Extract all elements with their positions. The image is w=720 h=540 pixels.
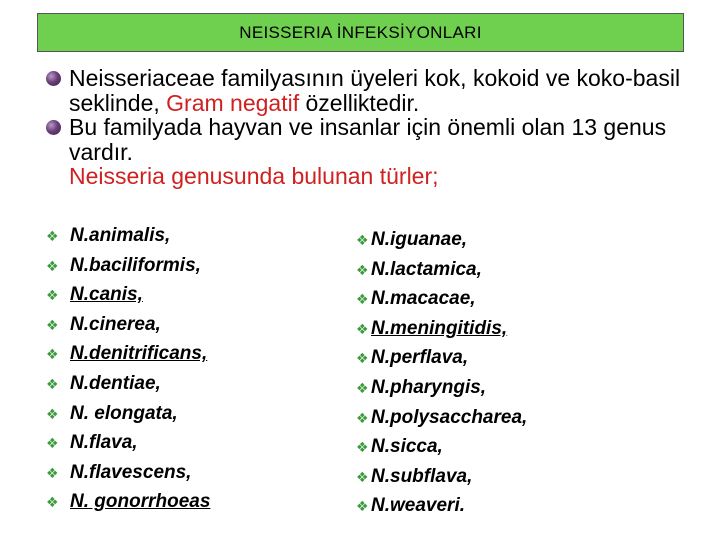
diamond-bullet-icon: ❖ [46, 287, 59, 304]
species-name: N.sicca, [371, 436, 443, 458]
list-item [46, 314, 210, 344]
diamond-bullet-icon: ❖ [46, 494, 59, 511]
species-name: N.flavescens, [70, 461, 192, 483]
species-list-left [46, 225, 210, 521]
intro-text [46, 66, 706, 189]
sphere-bullet-icon [46, 71, 61, 86]
list-item [356, 259, 527, 289]
list-item [46, 284, 210, 314]
diamond-bullet-icon: ❖ [46, 464, 59, 481]
diamond-bullet-icon: ❖ [356, 291, 369, 308]
diamond-bullet-icon: ❖ [46, 228, 59, 244]
species-name: N.iguanae, [371, 229, 468, 250]
list-item [356, 229, 527, 259]
species-name: N.meningitidis, [371, 317, 508, 339]
diamond-bullet-icon: ❖ [356, 320, 369, 337]
list-item [46, 343, 210, 373]
species-name: N.polysaccharea, [371, 406, 528, 428]
species-name: N.animalis, [70, 225, 171, 246]
diamond-bullet-icon: ❖ [46, 435, 59, 452]
para1-text-b: özelliktedir. [299, 89, 420, 116]
sphere-bullet-icon [46, 120, 61, 135]
species-name: N.canis, [70, 284, 143, 306]
diamond-bullet-icon: ❖ [46, 316, 59, 333]
species-name: N.pharyngis, [371, 376, 487, 398]
species-list-right [356, 229, 527, 525]
slide-title-text: NEISSERIA İNFEKSİYONLARI [239, 22, 482, 42]
para3-text-red: Neisseria genusunda bulunan türler; [69, 163, 439, 189]
diamond-bullet-icon: ❖ [356, 261, 369, 278]
species-name: N.dentiae, [70, 372, 161, 394]
species-name: N. elongata, [70, 402, 178, 424]
paragraph-3 [46, 164, 706, 189]
diamond-bullet-icon: ❖ [356, 468, 369, 485]
diamond-bullet-icon: ❖ [356, 498, 369, 515]
diamond-bullet-icon: ❖ [46, 257, 59, 274]
diamond-bullet-icon: ❖ [356, 350, 369, 367]
diamond-bullet-icon: ❖ [46, 346, 59, 363]
list-item [356, 318, 527, 348]
diamond-bullet-icon: ❖ [356, 439, 369, 456]
para1-text-red: Gram negatif [166, 89, 300, 116]
diamond-bullet-icon: ❖ [356, 379, 369, 396]
list-item [356, 288, 527, 318]
list-item [356, 436, 527, 466]
species-name: N.denitrificans, [70, 343, 208, 365]
list-item [46, 432, 210, 462]
diamond-bullet-icon: ❖ [356, 232, 369, 248]
list-item [356, 407, 527, 437]
list-item [356, 466, 527, 496]
list-item [46, 462, 210, 492]
species-name: N.perflava, [371, 347, 469, 369]
slide-title [37, 13, 684, 52]
list-item [356, 347, 527, 377]
species-name: N.flava, [70, 432, 138, 454]
list-item [46, 491, 210, 521]
species-name: N.subflava, [371, 465, 473, 487]
list-item [46, 225, 210, 255]
species-name: N.baciliformis, [70, 254, 201, 276]
list-item [46, 403, 210, 433]
para1-text-a: Neisseriaceae familyasının üyeleri kok, kokoid ve koko-basil seklinde, [69, 65, 681, 116]
bullet-paragraph-1 [46, 66, 706, 115]
bullet-paragraph-2 [46, 115, 706, 164]
species-name: N.weaveri. [371, 495, 465, 517]
diamond-bullet-icon: ❖ [46, 375, 59, 392]
diamond-bullet-icon: ❖ [356, 409, 369, 426]
species-name: N.macacae, [371, 288, 476, 310]
list-item [46, 255, 210, 285]
species-name: N.lactamica, [371, 258, 482, 280]
list-item [356, 377, 527, 407]
species-name: N. gonorrhoeas [70, 491, 211, 513]
para2-text: Bu familyada hayvan ve insanlar için önemli olan 13 genus vardır. [69, 114, 667, 165]
diamond-bullet-icon: ❖ [46, 405, 59, 422]
list-item [46, 373, 210, 403]
species-name: N.cinerea, [70, 313, 161, 335]
list-item [356, 495, 527, 525]
